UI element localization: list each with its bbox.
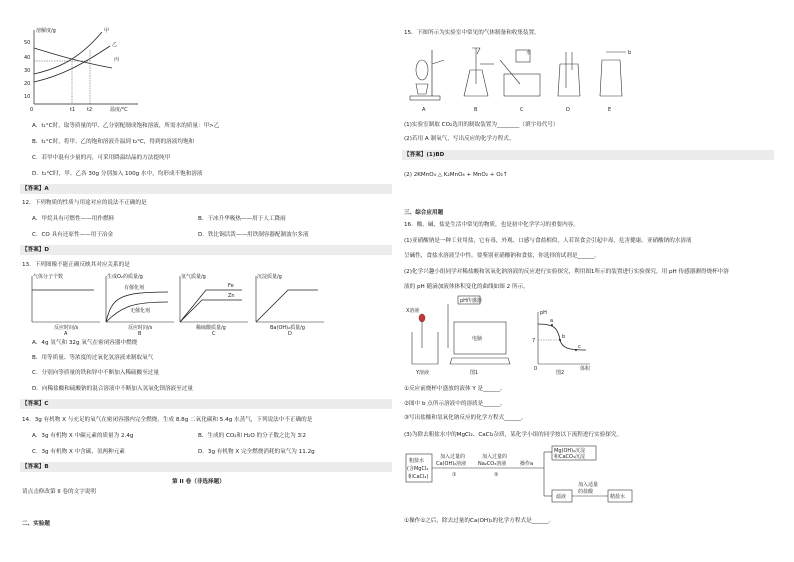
svg-text:加入过量的: 加入过量的 xyxy=(482,454,508,460)
svg-text:(含MgCl₂: (含MgCl₂ xyxy=(407,466,429,472)
svg-text:无催化剂: 无催化剂 xyxy=(130,308,151,314)
graph-xlabel: 温度/°C xyxy=(110,107,128,113)
section2-heading: 二、实验题 xyxy=(22,521,50,527)
q16-part2-line1: (2)化学兴趣小组同学对稀盐酸和氢氧化钠溶液的反应进行实验探究，利用图1所示的装置进行实验探究，用 pH 传感器测得烧杯中溶 xyxy=(404,269,729,275)
q16-flowchart xyxy=(404,444,634,514)
svg-text:a: a xyxy=(550,318,554,324)
svg-text:50: 50 xyxy=(24,40,31,46)
svg-text:c: c xyxy=(578,344,581,350)
q11-option-c: C．若甲中混有少量的丙，可采用降温结晶的方法提纯甲 xyxy=(32,155,171,161)
q12-stem: 12．下列物质的性质与用途对应的说法不正确的是 xyxy=(22,200,147,206)
q16-part3: (3)为除去粗盐水中的MgCl₂、CaCl₂杂质，某化学小组的同学按以下流程进行实验探究。 xyxy=(404,432,623,438)
svg-text:加入适量: 加入适量 xyxy=(578,482,599,488)
q14-option-c: C．3g 有机物 X 中含碳、氢两种元素 xyxy=(32,449,125,455)
svg-text:b: b xyxy=(562,334,566,340)
q16-sub2: ②图中 b 点所示溶液中的溶质是______。 xyxy=(404,401,506,407)
svg-text:稀硫酸质量/g: 稀硫酸质量/g xyxy=(196,325,226,331)
svg-text:20: 20 xyxy=(24,81,31,87)
svg-text:图2: 图2 xyxy=(556,370,565,376)
q16-sub4: ①操作①之后，除去过量的Ca(OH)₂的化学方程式是______。 xyxy=(404,518,555,524)
q16-part1-line2: 呈碱性，食盐水溶液呈中性。要鉴别亚硝酸钠和食盐，你选择的试剂是______。 xyxy=(404,253,600,259)
q15-stem: 15．下图所示为实验室中常见的气体制备和收集装置。 xyxy=(404,30,540,36)
q11-option-a: A．t₁°C时，取等质量的甲、乙分别配制成饱和溶液，所需水的质量：甲>乙 xyxy=(32,123,220,129)
svg-text:b: b xyxy=(628,50,632,56)
q13-option-d: D．向稀盐酸和硫酸钠的混合溶液中不断加入氢氧化钡溶液至过量 xyxy=(32,386,193,392)
svg-text:pH: pH xyxy=(540,310,547,316)
svg-text:30: 30 xyxy=(24,68,31,74)
svg-text:②: ② xyxy=(494,472,499,478)
q11-option-d: D．t₂°C时，甲、乙各 30g 分别加入 100g 水中，均形成不饱和溶液 xyxy=(32,171,203,177)
solubility-graph xyxy=(20,28,170,118)
curve-bing: 丙 xyxy=(114,57,120,63)
q15-answer1: 【答案】(1)BD xyxy=(404,152,445,158)
svg-text:D: D xyxy=(566,107,570,113)
svg-text:C: C xyxy=(520,107,524,113)
svg-text:Ba(OH)₂质量/g: Ba(OH)₂质量/g xyxy=(270,325,305,331)
q13-answer: 【答案】C xyxy=(22,401,49,407)
svg-text:t1: t1 xyxy=(70,107,76,113)
svg-text:40: 40 xyxy=(24,55,31,61)
svg-text:X溶液: X溶液 xyxy=(406,308,420,314)
svg-text:反应时间/s: 反应时间/s xyxy=(128,325,153,331)
svg-text:7: 7 xyxy=(532,338,536,344)
svg-text:A: A xyxy=(422,107,426,113)
q12-answer: 【答案】D xyxy=(22,247,50,253)
svg-text:生成O₂的质量/g: 生成O₂的质量/g xyxy=(107,274,143,280)
svg-text:精盐水: 精盐水 xyxy=(610,494,626,500)
svg-text:沉淀质量/g: 沉淀质量/g xyxy=(257,274,282,280)
svg-text:反应时间/s: 反应时间/s xyxy=(54,325,79,331)
q15-answer2: (2) 2KMnO₄ △ K₂MnO₄ + MnO₂ + O₂↑ xyxy=(404,172,508,178)
svg-text:的盐酸: 的盐酸 xyxy=(578,489,594,495)
svg-text:t2: t2 xyxy=(87,107,93,113)
q13-graph-a xyxy=(24,272,108,336)
svg-text:和CaCl₂): 和CaCl₂) xyxy=(408,474,429,480)
section3-heading: 三、综合应用题 xyxy=(404,210,444,216)
svg-text:Ca(OH)₂溶液: Ca(OH)₂溶液 xyxy=(436,461,467,467)
svg-text:①: ① xyxy=(452,472,457,478)
svg-text:有催化剂: 有催化剂 xyxy=(124,285,145,291)
q16-stem: 16．酸、碱、盐是生活中常见的物质，也是初中化学学习的重要内容。 xyxy=(404,222,579,228)
q13-option-a: A．4g 氢气和 32g 氧气在密闭容器中燃烧 xyxy=(32,340,138,346)
q16-sub3: ③写出盐酸和氢氧化钠反应的化学方程式______。 xyxy=(404,415,527,421)
svg-text:C: C xyxy=(212,331,216,337)
q13-stem: 13．下列图像不能正确反映其对应关系的是 xyxy=(22,262,130,268)
svg-text:B: B xyxy=(138,331,142,337)
svg-text:滤液: 滤液 xyxy=(556,494,567,500)
q13-option-c: C．分别向等质量的铁和锌中不断加入稀硫酸至过量 xyxy=(32,370,159,376)
q16-figure xyxy=(404,292,624,382)
q14-option-b: B．生成的 CO₂和 H₂O 的分子数之比为 3∶2 xyxy=(198,433,307,439)
q12-option-c: C．CO 具有还原性——用于冶金 xyxy=(32,232,114,238)
q12-option-b: B．干冰升华吸热——用于人工降雨 xyxy=(198,216,286,222)
q15-part1: (1)实验室制取 CO₂选用的制取装置为________（填字母代号） xyxy=(404,122,559,128)
q12-option-a: A．甲烷具有可燃性——用作燃料 xyxy=(32,216,115,222)
q16-part2-line2: 液的 pH 随滴加液体体积变化的曲线如图 2 所示。 xyxy=(404,284,529,290)
q16-part1-line1: (1)亚硝酸钠是一种工业用盐，它有毒，外观、口感与食盐相似，人若误食会引起中毒，危害健康。亚硝酸钠的水溶液 xyxy=(404,238,692,244)
part2-title: 第 II 卷（非选择题） xyxy=(172,479,225,485)
svg-text:粗盐水: 粗盐水 xyxy=(409,458,425,464)
svg-text:Mg(OH)₂沉淀: Mg(OH)₂沉淀 xyxy=(554,448,586,454)
q14-option-d: D．3g 有机物 X 完全燃烧消耗的氧气为 11.2g xyxy=(198,449,315,455)
q15-apparatus xyxy=(404,40,634,116)
svg-text:加入过量的: 加入过量的 xyxy=(440,454,466,460)
svg-text:氢气质量/g: 氢气质量/g xyxy=(181,274,206,280)
svg-text:图1: 图1 xyxy=(470,370,479,376)
q14-answer: 【答案】B xyxy=(22,464,49,470)
svg-text:Zn: Zn xyxy=(228,293,235,299)
q13-graph-b xyxy=(98,272,182,336)
svg-text:Na₂CO₃溶液: Na₂CO₃溶液 xyxy=(478,461,507,467)
q16-sub1: ①反应前烧杯中盛放的液体 Y 是______。 xyxy=(404,386,506,392)
graph-ylabel: 溶解度/g xyxy=(36,28,56,34)
svg-text:pH传感器: pH传感器 xyxy=(460,298,482,304)
q11-option-b: B．t₁°C时，将甲、乙的饱和溶液升温到 t₂°C，得到的溶液均饱和 xyxy=(32,139,195,145)
svg-text:D: D xyxy=(288,331,292,337)
svg-text:和CaCO₃沉淀: 和CaCO₃沉淀 xyxy=(554,454,585,460)
q14-option-a: A．3g 有机物 X 中碳元素的质量为 2.4g xyxy=(32,433,134,439)
svg-text:B: B xyxy=(474,107,478,113)
svg-text:气体分子个数: 气体分子个数 xyxy=(33,274,64,280)
svg-text:0: 0 xyxy=(30,107,34,113)
svg-text:E: E xyxy=(608,107,612,113)
svg-text:10: 10 xyxy=(24,94,31,100)
part2-note: 请点击修改第 II 卷的文字说明 xyxy=(22,489,96,495)
q13-graph-d xyxy=(248,272,332,336)
svg-text:Y溶液: Y溶液 xyxy=(416,370,430,376)
svg-text:操作a: 操作a xyxy=(520,461,534,467)
svg-text:A: A xyxy=(64,331,68,337)
svg-text:Fe: Fe xyxy=(228,283,234,289)
svg-text:体积: 体积 xyxy=(580,366,591,372)
svg-text:水: 水 xyxy=(526,50,532,56)
curve-yi: 乙 xyxy=(112,42,118,48)
svg-text:0: 0 xyxy=(534,366,538,372)
q14-stem: 14．3g 有机物 X 与充足的氧气在密闭容器内完全燃烧，生成 8.8g 二氧化碳和 5.4g 水蒸气，下列说法中不正确的是 xyxy=(22,417,313,423)
q12-option-d: D．铁比铜活泼——用铁制容器配制波尔多液 xyxy=(198,232,309,238)
q15-part2: (2)若用 A 制氧气，写出反应的化学方程式。 xyxy=(404,136,515,142)
q13-option-b: B．用等质量、等浓度的过氧化氢溶液来制取氧气 xyxy=(32,355,154,361)
curve-jia: 甲 xyxy=(104,28,110,34)
q11-answer: 【答案】A xyxy=(22,186,49,192)
svg-text:电脑: 电脑 xyxy=(472,336,483,342)
q13-graph-c xyxy=(172,272,256,336)
